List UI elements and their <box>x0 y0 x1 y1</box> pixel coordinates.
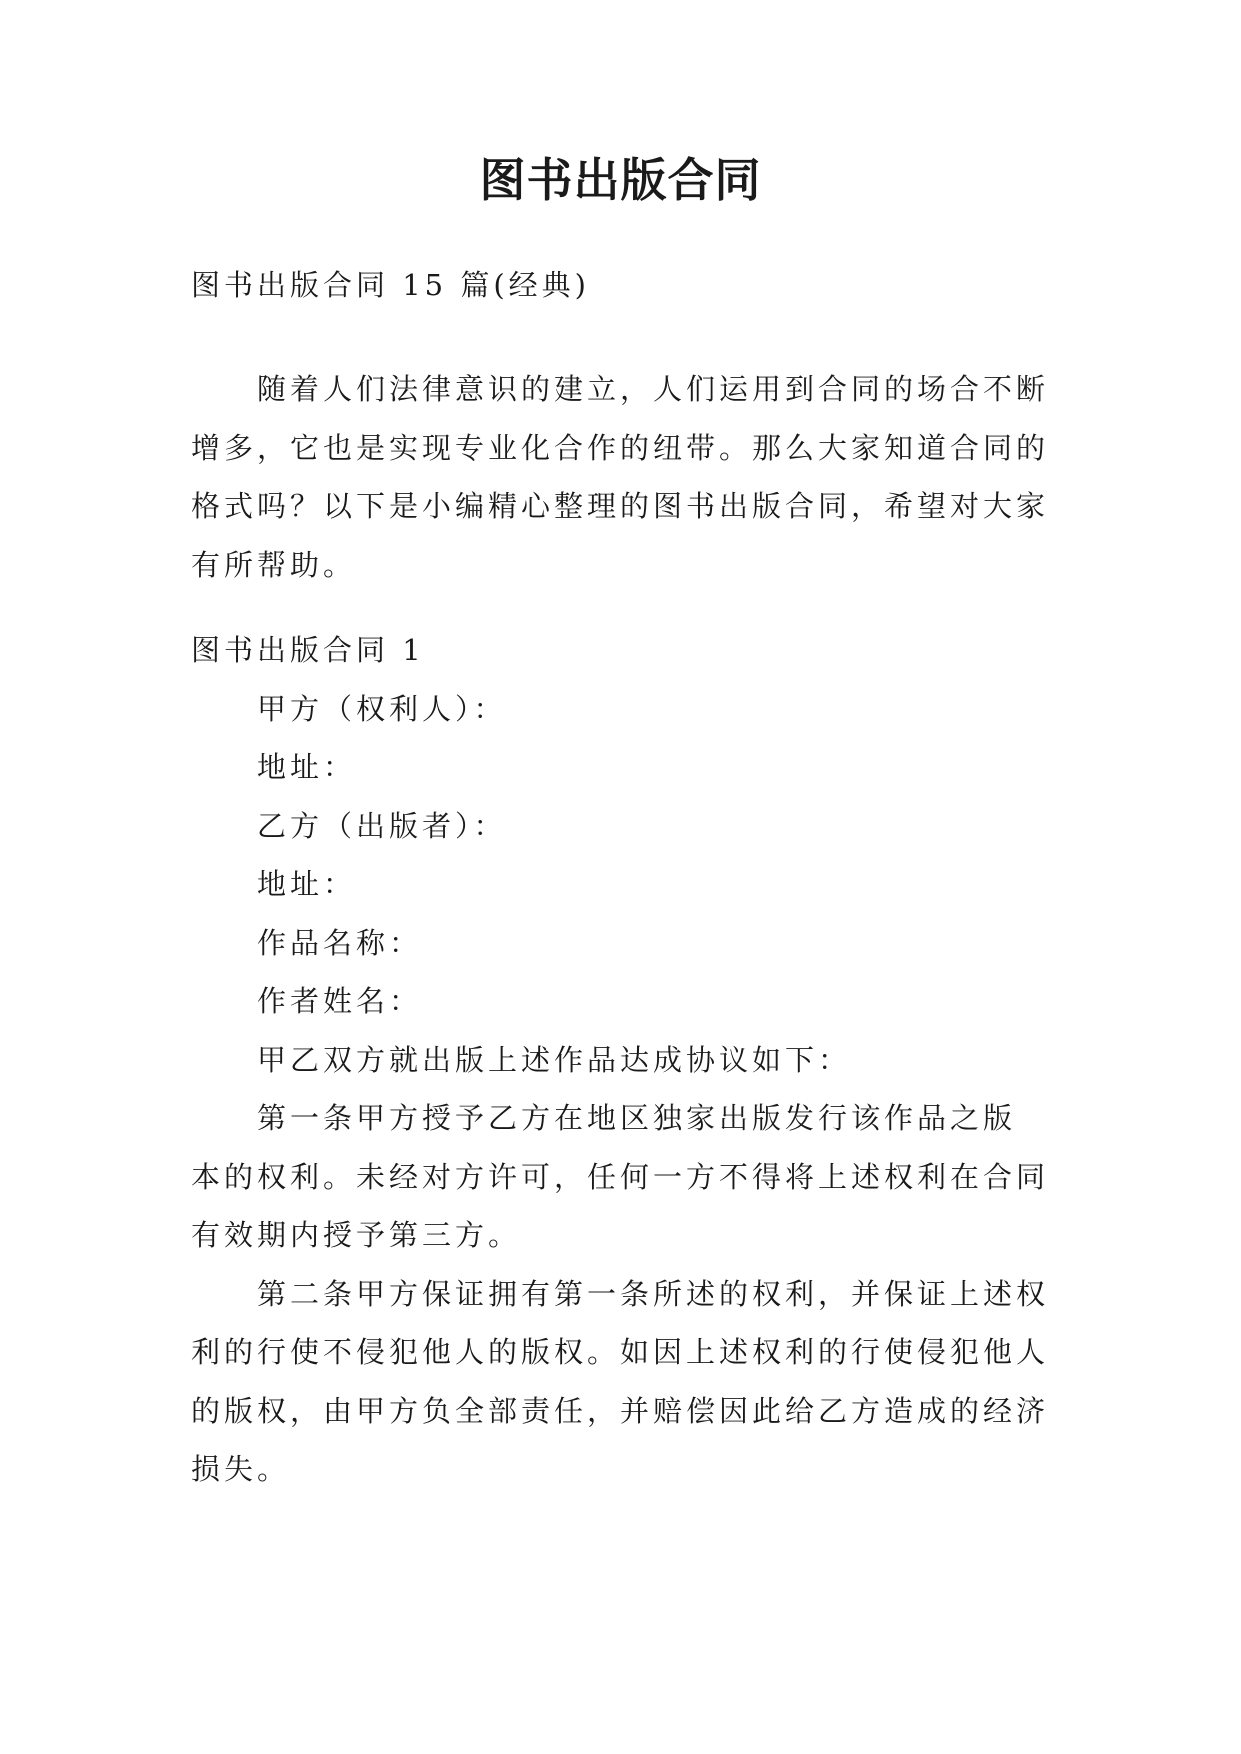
field-address-b: 地址： <box>257 867 357 901</box>
section-1 <box>191 621 1053 1499</box>
clause-2-line: 的版权，由甲方负全部责任，并赔偿因此给乙方造成的经济 <box>191 1393 1050 1428</box>
field-party-a: 甲方（权利人）： <box>257 691 507 726</box>
field-address-a: 地址： <box>257 750 357 784</box>
clause-2-line: 第二条甲方保证拥有第一条所述的权利，并保证上述权 <box>257 1276 1050 1311</box>
clause-1-line: 第一条甲方授予乙方在地区独家出版发行该作品之版 <box>257 1101 1017 1135</box>
clause-2-line: 损失。 <box>191 1452 291 1486</box>
clause-1-line: 本的权利。未经对方许可，任何一方不得将上述权利在合同 <box>191 1159 1050 1194</box>
intro-line: 有所帮助。 <box>191 547 357 582</box>
subtitle-line: 图书出版合同 15 篇(经典) <box>191 268 590 302</box>
field-party-b: 乙方（出版者）： <box>257 808 507 843</box>
intro-line: 增多，它也是实现专业化合作的纽带。那么大家知道合同的 <box>191 430 1050 465</box>
field-work-title: 作品名称： <box>257 925 423 960</box>
intro-paragraph <box>191 360 1053 594</box>
document-title: 图书出版合同 <box>479 153 762 207</box>
clause-1-line: 有效期内授予第三方。 <box>191 1218 522 1252</box>
section-heading: 图书出版合同 1 <box>191 633 425 667</box>
agreement-statement: 甲乙双方就出版上述作品达成协议如下： <box>257 1042 852 1077</box>
intro-line: 格式吗？以下是小编精心整理的图书出版合同，希望对大家 <box>191 489 1050 523</box>
document-subtitle <box>191 256 1053 315</box>
field-author-name: 作者姓名： <box>257 984 423 1018</box>
intro-line: 随着人们法律意识的建立，人们运用到合同的场合不断 <box>257 372 1050 406</box>
clause-2-line: 利的行使不侵犯他人的版权。如因上述权利的行使侵犯他人 <box>191 1335 1050 1369</box>
